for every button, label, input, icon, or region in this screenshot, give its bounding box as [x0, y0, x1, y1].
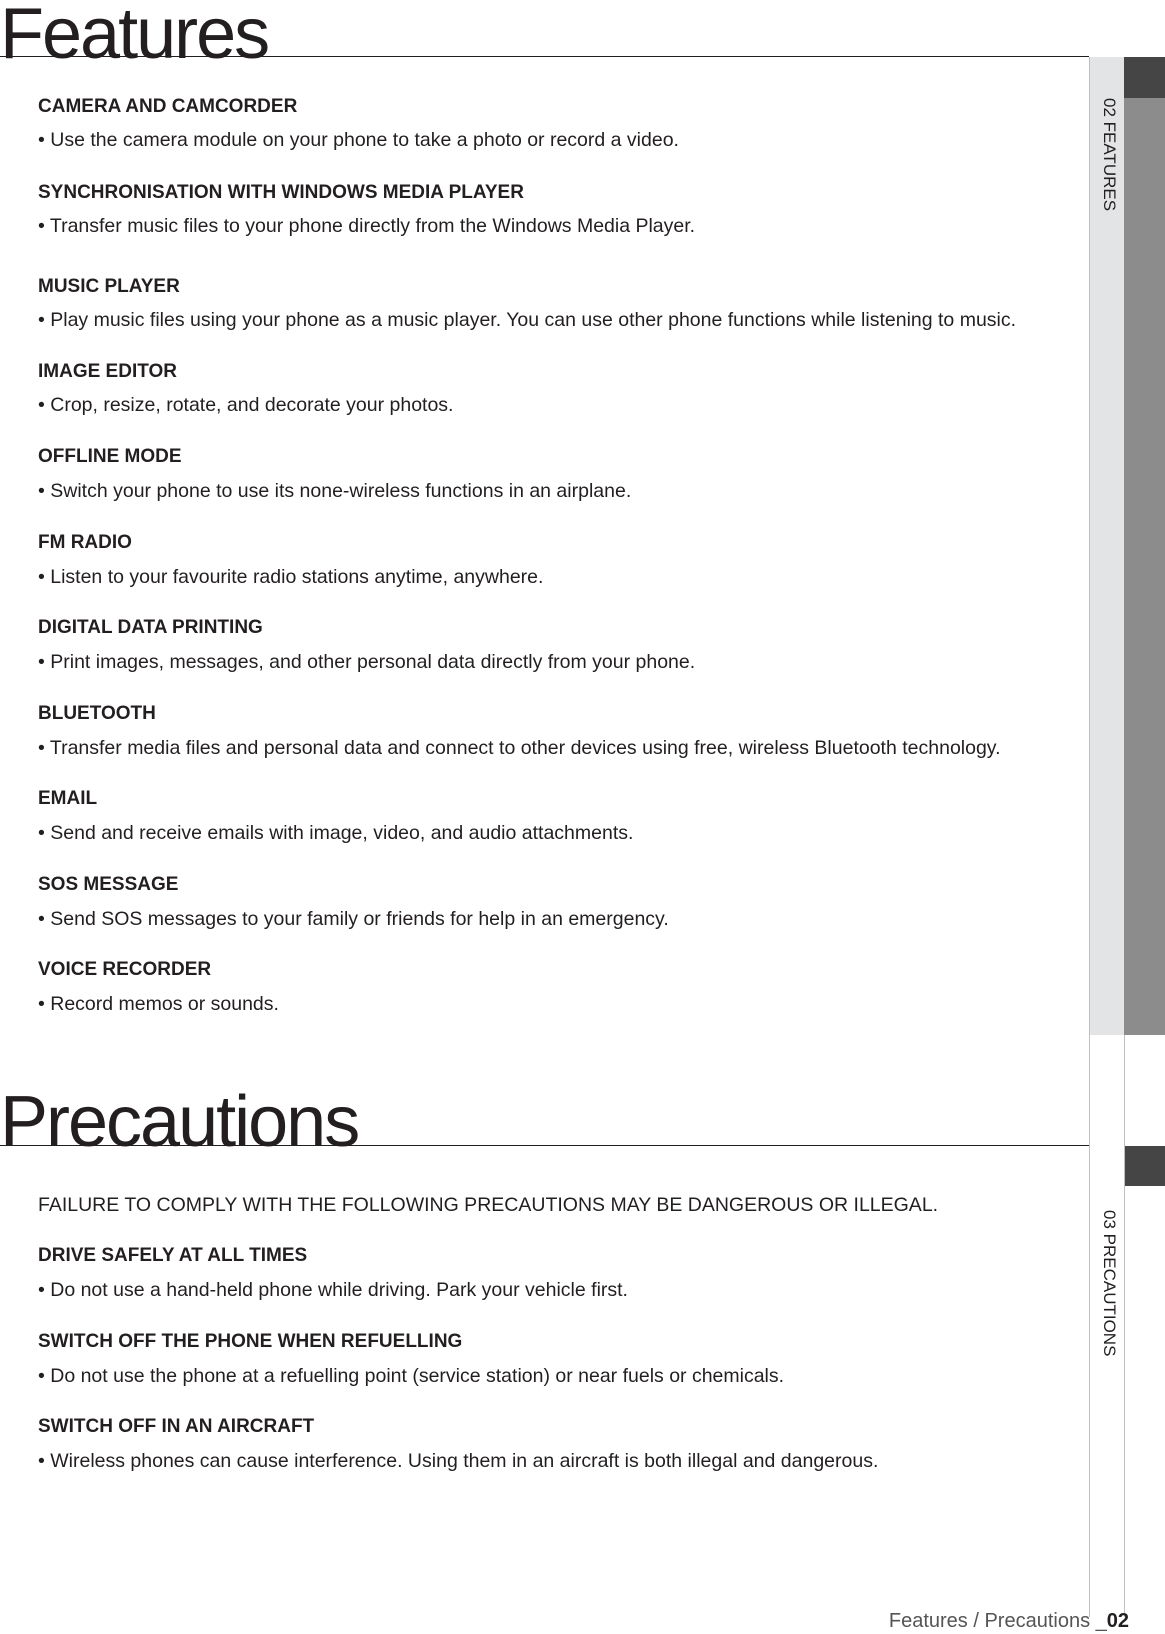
feature-text: • Transfer media files and personal data and connect to other devices using free, wireless Bluetooth technology.: [38, 737, 1001, 759]
precautions-tab-label: 03 PRECAUTIONS: [1100, 1210, 1119, 1357]
features-tab-label: 02 FEATURES: [1100, 98, 1119, 212]
feature-text: • Use the camera module on your phone to take a photo or record a video.: [38, 129, 679, 151]
feature-text: • Switch your phone to use its none-wireless functions in an airplane.: [38, 480, 632, 502]
precaution-text: • Do not use the phone at a refuelling point (service station) or near fuels or chemicals.: [38, 1365, 785, 1387]
precautions-title: Precautions: [0, 1082, 359, 1162]
page-footer: [889, 1610, 1129, 1633]
feature-heading: MUSIC PLAYER: [38, 276, 180, 297]
margin-divider-secondary: [1124, 1035, 1125, 1617]
feature-text: • Send and receive emails with image, video, and audio attachments.: [38, 822, 634, 844]
feature-text: • Play music files using your phone as a music player. You can use other phone functions while listening to music.: [38, 309, 1017, 331]
feature-text: • Crop, resize, rotate, and decorate your photos.: [38, 394, 454, 416]
features-tab-marker: [1124, 98, 1165, 1035]
feature-heading: FM RADIO: [38, 532, 132, 553]
feature-heading: VOICE RECORDER: [38, 959, 212, 980]
feature-text: • Listen to your favourite radio stations anytime, anywhere.: [38, 566, 544, 588]
footer-label: Features / Precautions _: [888, 1610, 1107, 1632]
feature-heading: CAMERA AND CAMCORDER: [38, 96, 298, 117]
feature-text: • Send SOS messages to your family or friends for help in an emergency.: [38, 908, 669, 930]
feature-text: • Print images, messages, and other personal data directly from your phone.: [38, 651, 696, 673]
feature-text: • Record memos or sounds.: [38, 993, 279, 1015]
features-title: Features: [0, 0, 269, 74]
feature-heading: SOS MESSAGE: [38, 874, 179, 895]
margin-divider: [1089, 57, 1090, 1617]
feature-heading: EMAIL: [38, 788, 98, 809]
precautions-warning: FAILURE TO COMPLY WITH THE FOLLOWING PRECAUTIONS MAY BE DANGEROUS OR ILLEGAL.: [38, 1194, 939, 1216]
precautions-tab-block: [1124, 1146, 1165, 1186]
page-number: 02: [1106, 1610, 1129, 1632]
feature-heading: SYNCHRONISATION WITH WINDOWS MEDIA PLAYER: [38, 182, 524, 203]
precaution-heading: DRIVE SAFELY AT ALL TIMES: [38, 1245, 308, 1266]
feature-heading: BLUETOOTH: [38, 703, 156, 724]
precaution-heading: SWITCH OFF THE PHONE WHEN REFUELLING: [38, 1331, 463, 1352]
feature-text: • Transfer music files to your phone directly from the Windows Media Player.: [38, 215, 696, 237]
features-tab-block: [1124, 57, 1165, 98]
feature-heading: OFFLINE MODE: [38, 446, 182, 467]
precaution-heading: SWITCH OFF IN AN AIRCRAFT: [38, 1416, 315, 1437]
precaution-text: • Do not use a hand-held phone while driving. Park your vehicle first.: [38, 1279, 628, 1301]
precautions-rule: [0, 1145, 1089, 1146]
feature-heading: IMAGE EDITOR: [38, 361, 177, 382]
features-rule: [0, 56, 1089, 57]
precaution-text: • Wireless phones can cause interference. Using them in an aircraft is both illegal and dangerous.: [38, 1450, 879, 1472]
feature-heading: DIGITAL DATA PRINTING: [38, 617, 263, 638]
